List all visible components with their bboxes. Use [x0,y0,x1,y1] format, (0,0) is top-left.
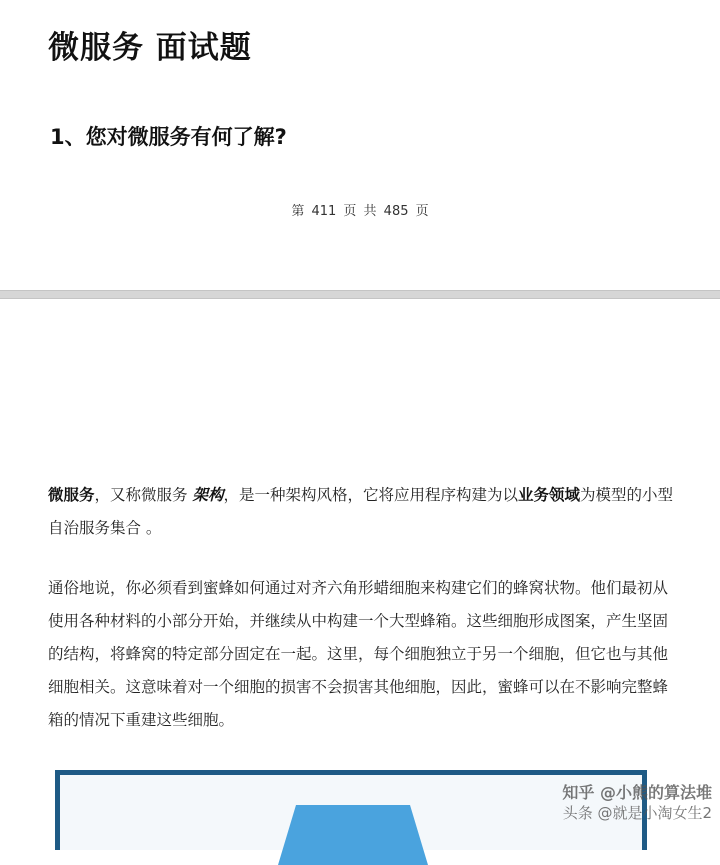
page-separator [0,290,720,299]
term-microservice: 微服务 [48,486,95,504]
watermark-zhihu: 知乎 @小熊的算法堆 [562,783,712,802]
term-architecture: 架构 [192,486,224,504]
page-number: 第 411 页 共 485 页 [291,204,429,219]
paragraph-analogy: 通俗地说，你必须看到蜜蜂如何通过对齐六角形蜡细胞来构建它们的蜂窝状物。他们最初从使用各种材料的小部分开始，并继续从中构建一个大型蜂箱。这些细胞形成图案，产生坚固的结构，将蜂窝的特定部分固定在一起。这里，每个细胞独立于另一个细胞，但它也与其他细胞相关。这意味着对一个细胞的损害不会损害其他细胞，因此，蜜蜂可以在不影响完整蜂箱的情况下重建这些细胞。 [48,579,669,729]
term-business-domain: 业务领域 [517,486,580,504]
document-page-upper [0,0,720,290]
figure-image [55,770,647,850]
section-heading: 1、您对微服务有何了解? [50,125,287,149]
document-page-lower [0,299,720,835]
paragraph-definition [48,479,674,545]
watermark [562,783,712,823]
hexagon-cell-shape [278,805,428,865]
watermark-toutiao: 头条 @就是小淘女生2 [562,804,712,822]
paragraph-text: 为模型的小型自治服务集合 。 [48,486,674,537]
paragraph-text: ，又称微服务 [94,486,193,504]
document-title: 微服务 面试题 [48,30,252,66]
paragraph-text: ，是一种架构风格，它将应用程序构建为以 [223,486,518,504]
